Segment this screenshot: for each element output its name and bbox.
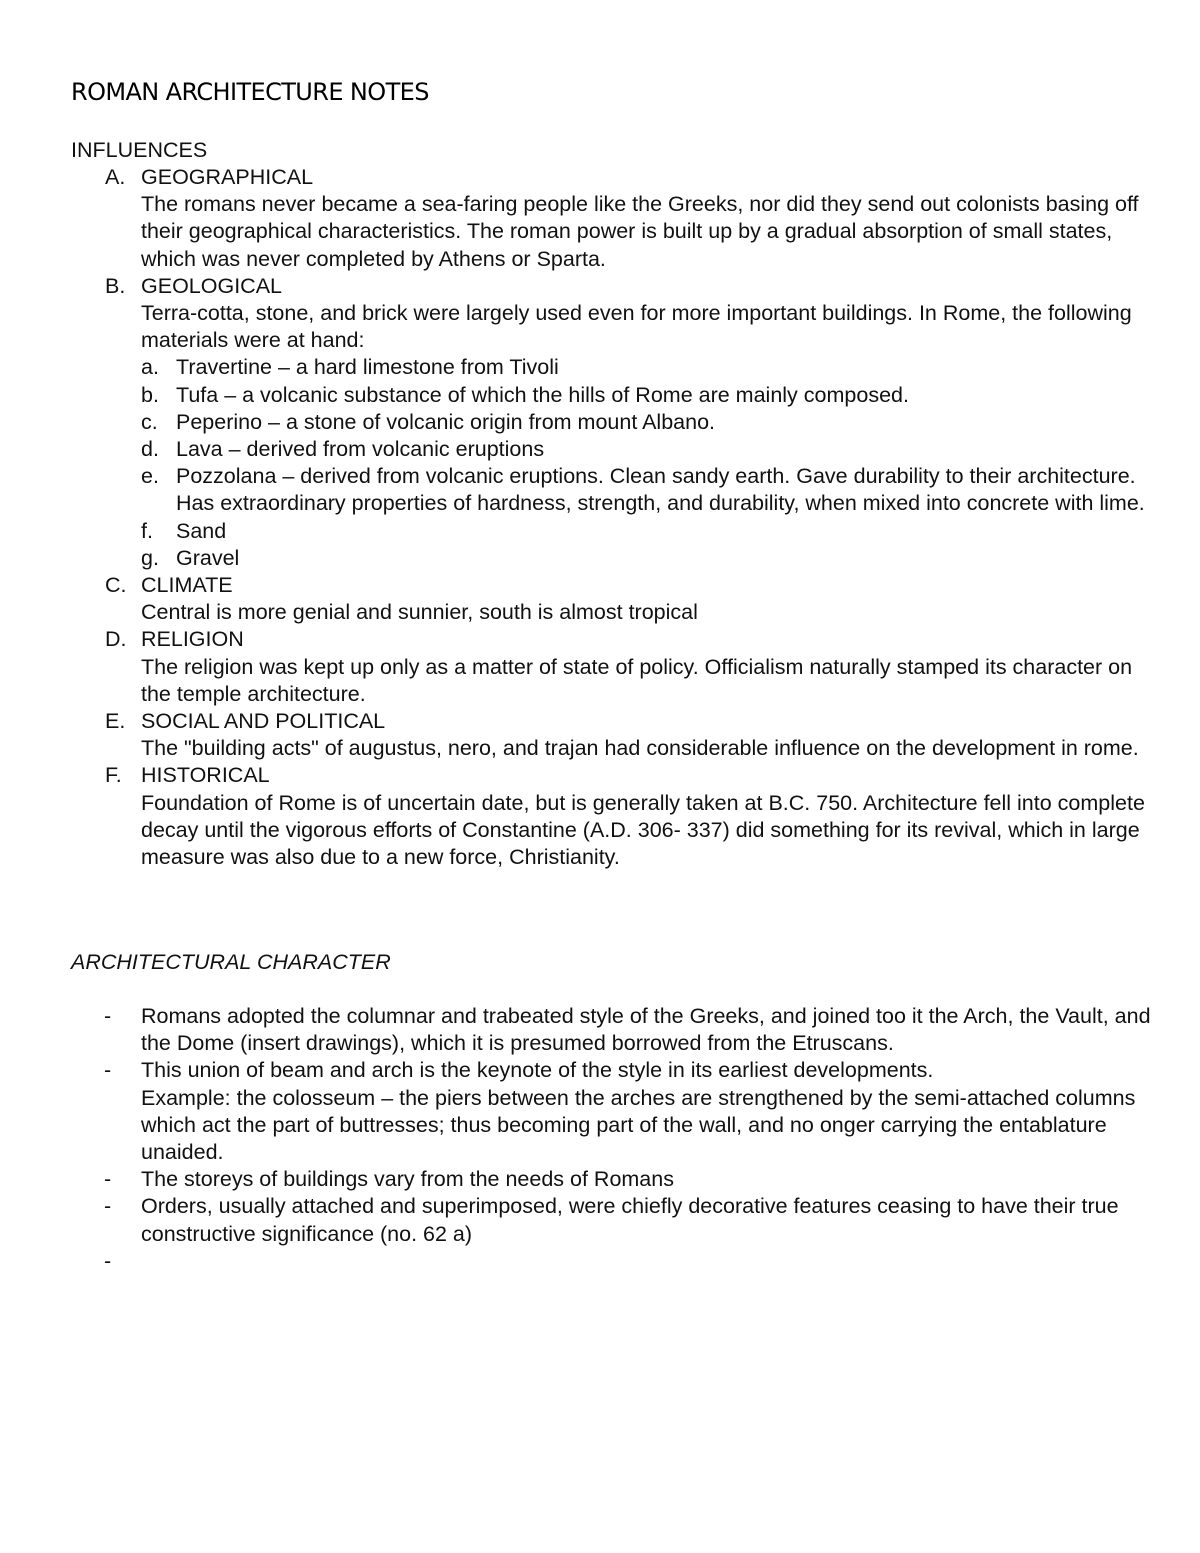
section-letter: F.	[105, 763, 122, 788]
materials-list	[141, 354, 1151, 572]
material-item	[141, 518, 1151, 545]
document-title: ROMAN ARCHITECTURE NOTES	[71, 78, 429, 106]
material-text: Pozzolana – derived from volcanic eruptions. Clean sandy earth. Gave durability to their architecture. Has extraordinary properties of hardness, strength, and durability, when mixed into concrete with lime.	[176, 464, 1145, 516]
material-text: Peperino – a stone of volcanic origin from mount Albano.	[176, 409, 716, 434]
bullet-text: Romans adopted the columnar and trabeated style of the Greeks, and joined too it the Arch, the Vault, and the Dome (insert drawings), which it is presumed borrowed from the Etruscans.	[141, 1004, 1151, 1056]
influence-social-political	[71, 708, 1151, 762]
bullet-dash: -	[104, 1167, 112, 1192]
influence-climate	[71, 572, 1151, 626]
section-heading: HISTORICAL	[141, 763, 270, 788]
section-heading: SOCIAL AND POLITICAL	[141, 709, 386, 734]
section-heading: RELIGION	[141, 627, 244, 652]
material-text: Lava – derived from volcanic eruptions	[176, 437, 545, 462]
bullet-text-empty	[141, 1248, 1151, 1275]
material-item	[141, 409, 1151, 436]
material-letter: c.	[141, 409, 158, 434]
bullet-item-empty	[71, 1248, 1151, 1275]
material-item	[141, 436, 1151, 463]
bullet-item	[71, 1057, 1151, 1166]
material-letter: b.	[141, 382, 159, 407]
material-item	[141, 354, 1151, 381]
section-letter: D.	[105, 627, 127, 652]
section-text: The romans never became a sea-faring people like the Greeks, nor did they send out colonists basing off their geographical characteristics. The roman power is built up by a gradual absorption of small states, which was never completed by Athens or Sparta.	[141, 192, 1139, 271]
section-heading: GEOGRAPHICAL	[141, 165, 314, 189]
bullet-dash: -	[104, 1248, 112, 1273]
section-heading: CLIMATE	[141, 573, 233, 598]
material-item	[141, 382, 1151, 409]
bullet-item	[71, 1003, 1151, 1057]
bullet-item	[71, 1193, 1151, 1247]
section-text: The religion was kept up only as a matter of state of policy. Officialism naturally stamped its character on the temple architecture.	[141, 654, 1133, 706]
influence-religion	[71, 626, 1151, 708]
bullet-dash: -	[104, 1004, 112, 1028]
influence-geological	[71, 273, 1151, 572]
bullet-text: The storeys of buildings vary from the needs of Romans	[141, 1167, 674, 1192]
section-letter: E.	[105, 709, 126, 734]
material-letter: a.	[141, 355, 159, 380]
bullet-dash: -	[104, 1058, 112, 1083]
section-heading: GEOLOGICAL	[141, 273, 282, 298]
influence-geographical	[71, 164, 1151, 273]
material-letter: f.	[141, 518, 153, 543]
section-letter: C.	[105, 573, 127, 598]
material-letter: e.	[141, 464, 159, 489]
section-letter: A.	[105, 165, 126, 189]
influence-historical	[71, 762, 1151, 871]
section-text: Foundation of Rome is of uncertain date, but is generally taken at B.C. 750. Architecture fell into complete decay until the vigorous efforts of Constantine (A.D. 306- 337) did something for its revival, which in large measure was also due to a new force, Christianity.	[141, 790, 1145, 870]
material-text: Gravel	[176, 545, 240, 570]
influences-heading: INFLUENCES	[71, 138, 208, 162]
material-item	[141, 463, 1151, 517]
influences-list	[71, 164, 1151, 871]
material-item	[141, 545, 1151, 572]
architectural-character-list	[71, 1003, 1151, 1275]
material-text: Sand	[176, 518, 227, 543]
architectural-character-heading: ARCHITECTURAL CHARACTER	[71, 950, 391, 974]
bullet-text: This union of beam and arch is the keynote of the style in its earliest developments.	[141, 1058, 934, 1083]
material-letter: g.	[141, 545, 159, 570]
bullet-dash: -	[104, 1194, 112, 1219]
section-text: Terra-cotta, stone, and brick were largely used even for more important buildings. In Rome, the following materials were at hand:	[141, 301, 1132, 353]
section-letter: B.	[105, 273, 126, 298]
material-text: Tufa – a volcanic substance of which the hills of Rome are mainly composed.	[176, 382, 909, 407]
bullet-text: Orders, usually attached and superimposed, were chiefly decorative features ceasing to have their true constructive significance (no. 62 a)	[141, 1194, 1119, 1246]
bullet-item	[71, 1166, 1151, 1193]
section-text: The "building acts" of augustus, nero, and trajan had considerable influence on the development in rome.	[141, 736, 1139, 761]
section-text: Central is more genial and sunnier, south is almost tropical	[141, 600, 698, 625]
bullet-text-example: Example: the colosseum – the piers between the arches are strengthened by the semi-attached columns which act the part of buttresses; thus becoming part of the wall, and no onger carrying the entablature unaided.	[141, 1085, 1136, 1165]
material-letter: d.	[141, 437, 159, 462]
material-text: Travertine – a hard limestone from Tivoli	[176, 355, 559, 380]
